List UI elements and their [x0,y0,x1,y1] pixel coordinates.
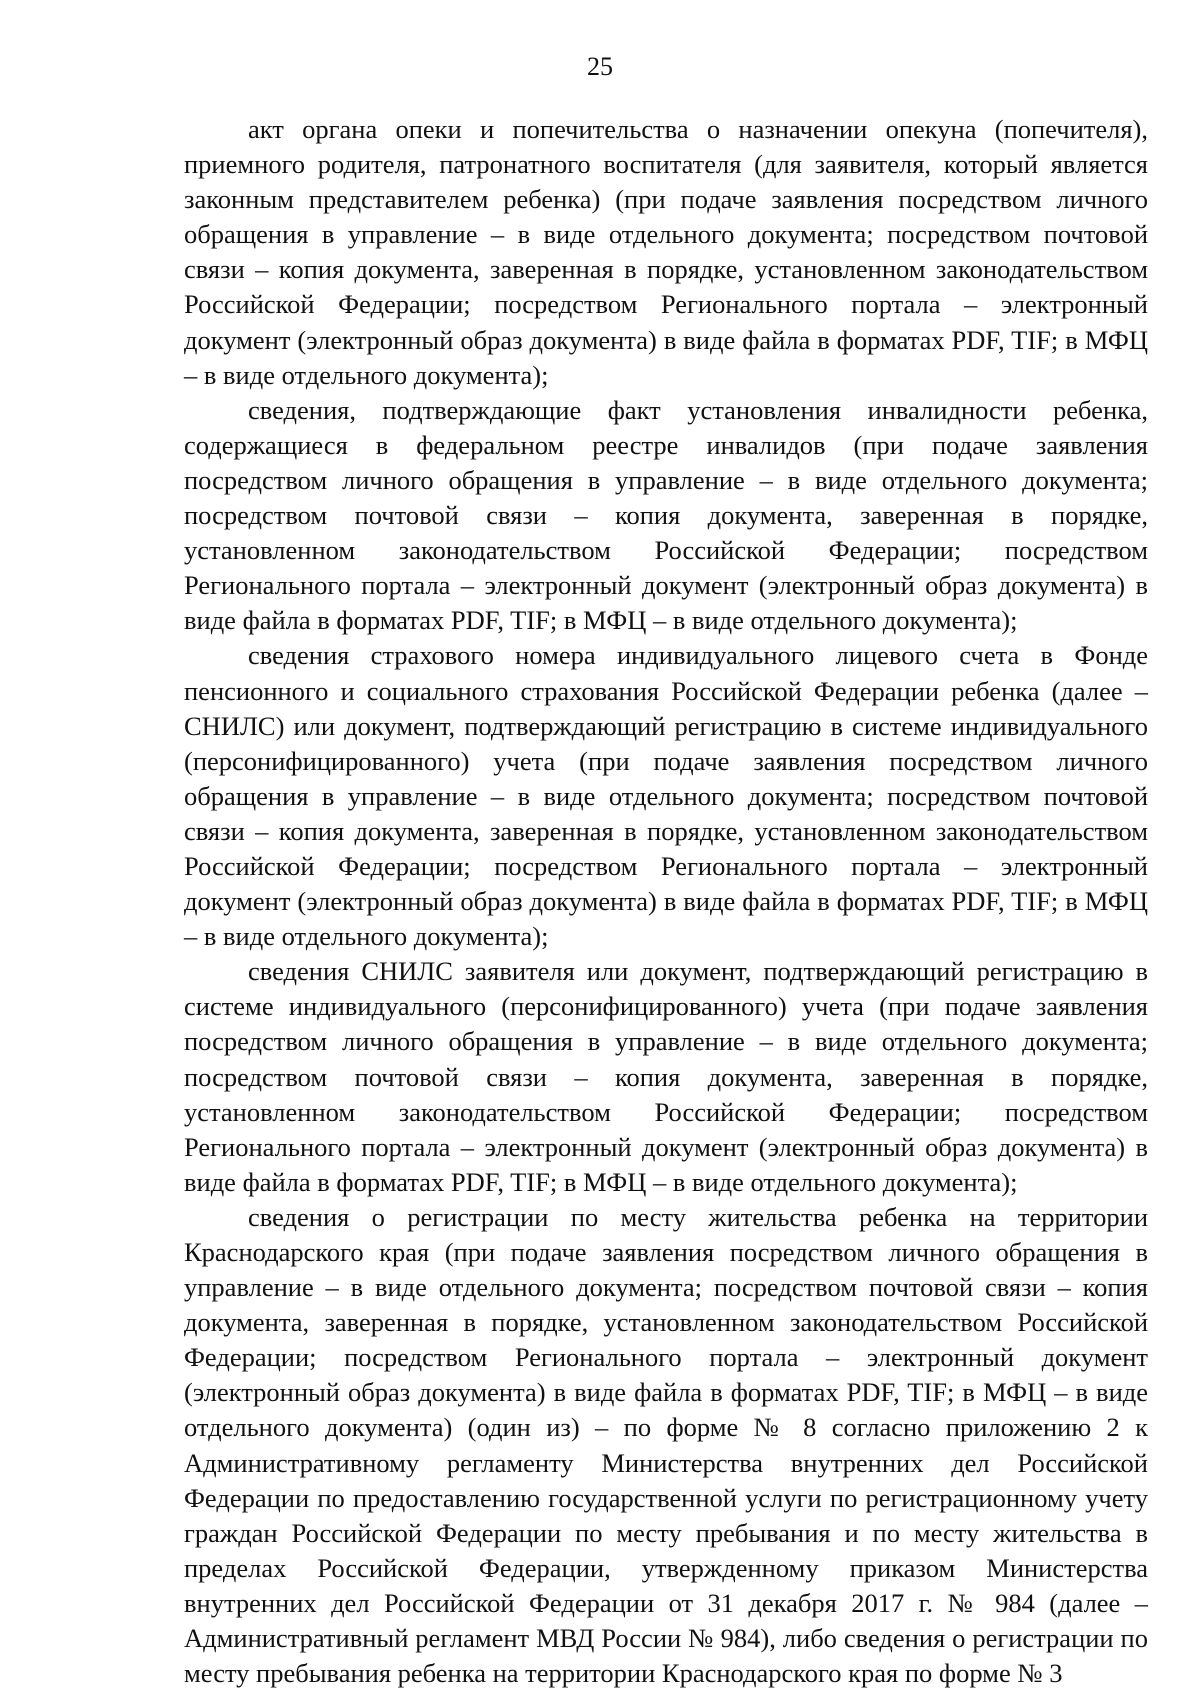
page-number: 25 [587,52,613,81]
paragraph-applicant-snils: сведения СНИЛС заявителя или документ, подтверждающий регистрацию в системе индивидуального (персонифицированного) учета (при подаче заявления посредством личного обращения в управление – в виде отдельного документа; посредством почтовой связи – копия документа, заверенная в порядке, установленном законодательством Российской Федерации; посредством Регионального портала – электронный документ (электронный образ документа) в виде файла в форматах PDF, TIF; в МФЦ – в виде отдельного документа); [184,956,1148,1197]
paragraph-guardianship-act: акт органа опеки и попечительства о назначении опекуна (попечителя), приемного родителя, патронатного воспитателя (для заявителя, который является законным представителем ребенка) (при подаче заявления посредством личного обращения в управление – в виде отдельного документа; посредством почтовой связи – копия документа, заверенная в порядке, установленном законодательством Российской Федерации; посредством Регионального портала – электронный документ (электронный образ документа) в виде файла в форматах PDF, TIF; в МФЦ – в виде отдельного документа); [184,114,1148,390]
paragraph-disability-info: сведения, подтверждающие факт установления инвалидности ребенка, содержащиеся в федеральном реестре инвалидов (при подаче заявления посредством личного обращения в управление – в виде отдельного документа; посредством почтовой связи – копия документа, заверенная в порядке, установленном законодательством Российской Федерации; посредством Регионального портала – электронный документ (электронный образ документа) в виде файла в форматах PDF, TIF; в МФЦ – в виде отдельного документа); [184,394,1148,636]
document-body [184,112,1148,1691]
paragraph-residence-registration: сведения о регистрации по месту жительства ребенка на территории Краснодарского края (при подаче заявления посредством личного обращения в управление – в виде отдельного документа; посредством почтовой связи – копия документа, заверенная в порядке, установленном законодательством Российской Федерации; посредством Регионального портала – электронный документ (электронный образ документа) в виде файла в форматах PDF, TIF; в МФЦ – в виде отдельного документа) (один из) – по форме № 8 согласно приложению 2 к Административному регламенту Министерства внутренних дел Российской Федерации по предоставлению государственной услуги по регистрационному учету граждан Российской Федерации по месту пребывания и по месту жительства в пределах Российской Федерации, утвержденному приказом Министерства внутренних дел Российской Федерации от 31 декабря 2017 г. № 984 (далее – Административный регламент МВД России № 984), либо сведения о регистрации по месту пребывания ребенка на территории Краснодарского края по форме № 3 [184,1201,1148,1689]
paragraph-child-snils: сведения страхового номера индивидуального лицевого счета в Фонде пенсионного и социального страхования Российской Федерации ребенка (далее – СНИЛС) или документ, подтверждающий регистрацию в системе индивидуального (персонифицированного) учета (при подаче заявления посредством личного обращения в управление – в виде отдельного документа; посредством почтовой связи – копия документа, заверенная в порядке, установленном законодательством Российской Федерации; посредством Регионального портала – электронный документ (электронный образ документа) в виде файла в форматах PDF, TIF; в МФЦ – в виде отдельного документа); [184,640,1148,952]
